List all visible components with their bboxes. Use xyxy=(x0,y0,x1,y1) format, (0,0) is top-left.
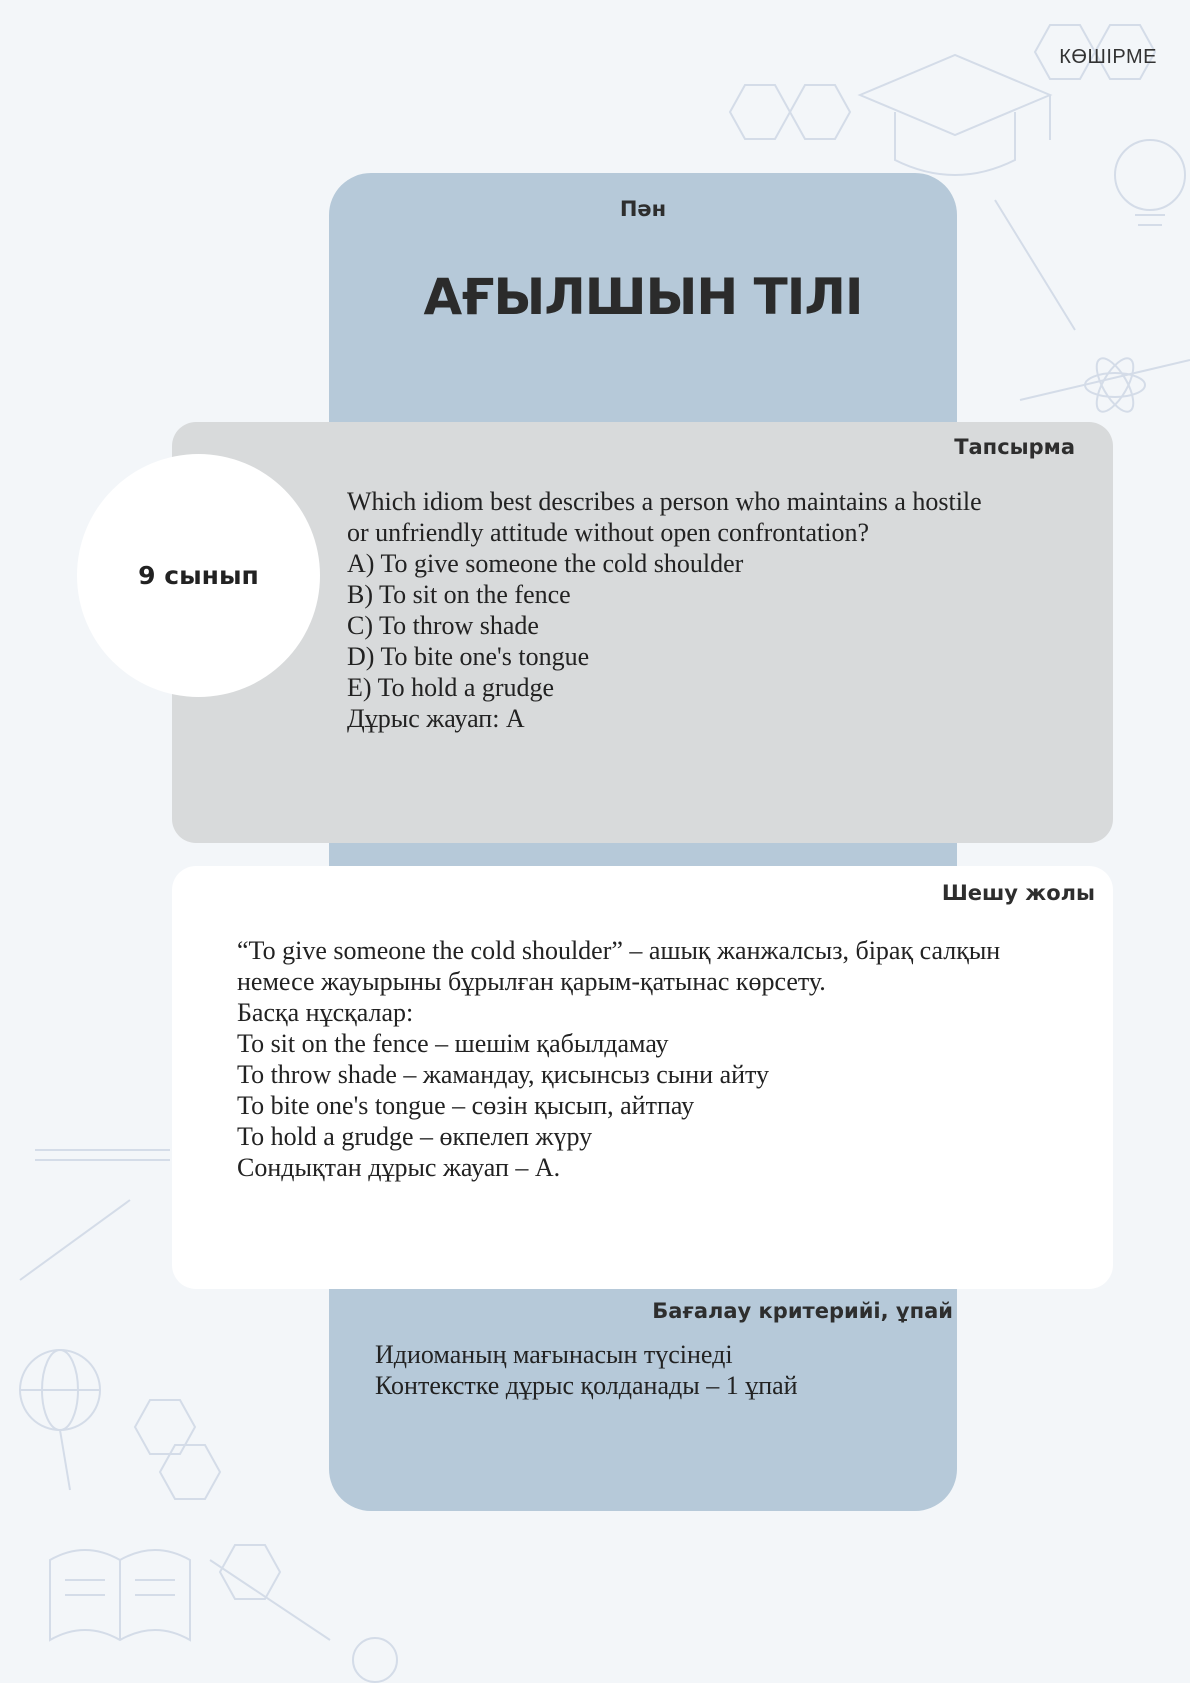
task-text xyxy=(347,486,1067,734)
task-answer: Дұрыс жауап: A xyxy=(347,704,525,733)
task-option-d: D) To bite one's tongue xyxy=(347,642,590,671)
solution-text xyxy=(237,935,1097,1183)
task-line: or unfriendly attitude without open confrontation? xyxy=(347,518,870,547)
task-header: Тапсырма xyxy=(954,435,1075,459)
light-bulb-icon xyxy=(1115,140,1185,225)
criteria-line: Контекстке дұрыс қолданады – 1 ұпай xyxy=(375,1371,798,1400)
hexagon-icon xyxy=(790,85,850,139)
solution-line: To hold a grudge – өкпелеп жүру xyxy=(237,1122,593,1151)
open-book-icon xyxy=(50,1550,190,1640)
task-option-a: A) To give someone the cold shoulder xyxy=(347,549,744,578)
task-option-e: E) To hold a grudge xyxy=(347,673,555,702)
solution-line: “To give someone the cold shoulder” – ашық жанжалсыз, бірақ салқын xyxy=(237,936,1001,965)
task-option-b: B) To sit on the fence xyxy=(347,580,571,609)
subject-label: Пән xyxy=(619,197,667,221)
graduation-cap-icon xyxy=(860,55,1050,175)
criteria-header: Бағалау критерийі, ұпай xyxy=(652,1299,953,1323)
hexagon-icon xyxy=(730,85,790,139)
task-line: Which idiom best describes a person who maintains a hostile xyxy=(347,487,982,516)
solution-line: To bite one's tongue – сөзін қысып, айтпау xyxy=(237,1091,695,1120)
criteria-line: Идиоманың мағынасын түсінеді xyxy=(375,1340,733,1369)
solution-line: Басқа нұсқалар: xyxy=(237,998,414,1027)
criteria-text xyxy=(375,1339,935,1401)
solution-line: Сондықтан дұрыс жауап – A. xyxy=(237,1153,561,1182)
grade-label: 9 сынып xyxy=(138,561,259,590)
task-option-c: C) To throw shade xyxy=(347,611,539,640)
globe-icon xyxy=(20,1350,100,1490)
magnifier-icon xyxy=(353,1638,397,1682)
solution-header: Шешу жолы xyxy=(941,881,1095,905)
solution-line: To sit on the fence – шешім қабылдамау xyxy=(237,1029,669,1058)
watermark-label: КӨШІРМЕ xyxy=(1059,46,1157,68)
atom-icon xyxy=(1085,353,1145,417)
subject-title: АҒЫЛШЫН ТІЛІ xyxy=(423,268,863,326)
solution-line: немесе жауырыны бұрылған қарым-қатынас көрсету. xyxy=(237,967,826,996)
grade-badge xyxy=(77,454,320,697)
solution-line: To throw shade – жамандау, қисынсыз сыни айту xyxy=(237,1060,770,1089)
